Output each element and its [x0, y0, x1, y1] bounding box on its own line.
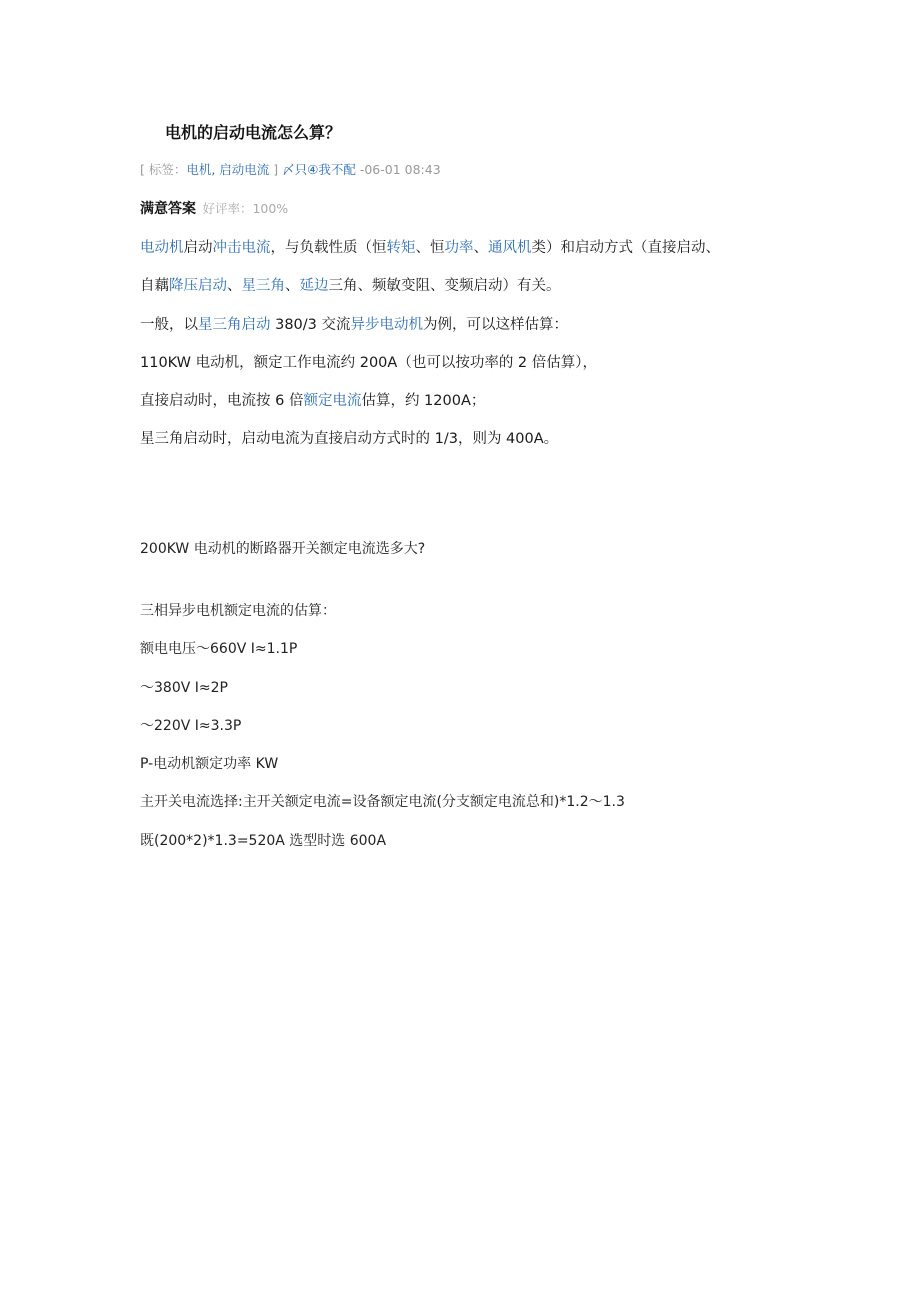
keyword-link[interactable]: 转矩 — [386, 240, 416, 256]
question-date: -06-01 08:43 — [355, 162, 441, 177]
keyword-link[interactable]: 异步电动机 — [350, 317, 424, 333]
answer-header — [140, 198, 288, 218]
answer-line — [140, 351, 597, 372]
keyword-link[interactable]: 星三角启动 — [198, 317, 271, 333]
tags-link[interactable]: 电机, 启动电流 — [186, 162, 270, 177]
rating-text: 好评率：100% — [202, 201, 289, 216]
answer-text: 启动 — [183, 240, 213, 256]
author-link[interactable]: 〆只④我不配 — [282, 162, 356, 177]
keyword-link[interactable]: 额定电流 — [303, 393, 362, 409]
keyword-link[interactable]: 降压启动 — [169, 278, 227, 294]
keyword-link[interactable]: 功率 — [444, 240, 474, 256]
answer-line — [140, 427, 558, 448]
answer-text: 、 — [285, 278, 300, 294]
answer-line — [140, 313, 568, 334]
answer-text: ，与负载性质（恒 — [270, 240, 387, 256]
best-answer-label: 满意答案 — [140, 201, 196, 217]
answer-text: 、恒 — [415, 240, 445, 256]
question-meta — [140, 160, 441, 178]
breaker-question: 200KW 电动机的断路器开关额定电流选多大? — [140, 541, 426, 557]
keyword-link[interactable]: 通风机 — [488, 240, 532, 256]
answer-text: 估算，约 1200A； — [361, 393, 486, 409]
estimate-heading: 三相异步电机额定电流的估算： — [140, 603, 336, 619]
answer-text: 直接启动时，电流按 6 倍 — [140, 393, 304, 409]
tags-suffix: ] — [269, 162, 279, 177]
answer-text: 类）和启动方式（直接启动、 — [531, 240, 720, 256]
answer-text: 380/3 交流 — [270, 317, 351, 333]
tags-prefix: [ 标签： — [140, 162, 187, 177]
estimate-660v: 额电电压～660V I≈1.1P — [140, 641, 298, 657]
answer-text: 三角、频敏变阻、变频启动）有关。 — [328, 278, 561, 294]
answer-line — [140, 236, 720, 257]
answer-text: 、 — [227, 278, 242, 294]
keyword-link[interactable]: 冲击电流 — [212, 240, 271, 256]
power-definition: P-电动机额定功率 KW — [140, 756, 279, 772]
estimate-380v: ～380V I≈2P — [140, 680, 228, 696]
question-title: 电机的启动电流怎么算？ — [165, 123, 342, 142]
example-calculation: 既(200*2)*1.3=520A 选型时选 600A — [140, 833, 387, 849]
answer-text: 自藕 — [140, 278, 169, 294]
keyword-link[interactable]: 电动机 — [140, 240, 184, 256]
answer-line — [140, 274, 561, 295]
keyword-link[interactable]: 星三角 — [241, 278, 285, 294]
keyword-link[interactable]: 延边 — [299, 278, 329, 294]
main-switch-rule: 主开关电流选择:主开关额定电流=设备额定电流(分支额定电流总和)*1.2～1.3 — [140, 794, 625, 810]
answer-text: 为例，可以这样估算： — [423, 317, 569, 333]
answer-text: 一般，以 — [140, 317, 198, 333]
estimate-220v: ～220V I≈3.3P — [140, 718, 242, 734]
answer-text: 、 — [473, 240, 488, 256]
answer-line — [140, 389, 485, 410]
answer-text: 110KW 电动机，额定工作电流约 200A（也可以按功率的 2 倍估算）， — [140, 355, 598, 371]
answer-text: 星三角启动时，启动电流为直接启动方式时的 1/3，则为 400A。 — [140, 431, 559, 447]
